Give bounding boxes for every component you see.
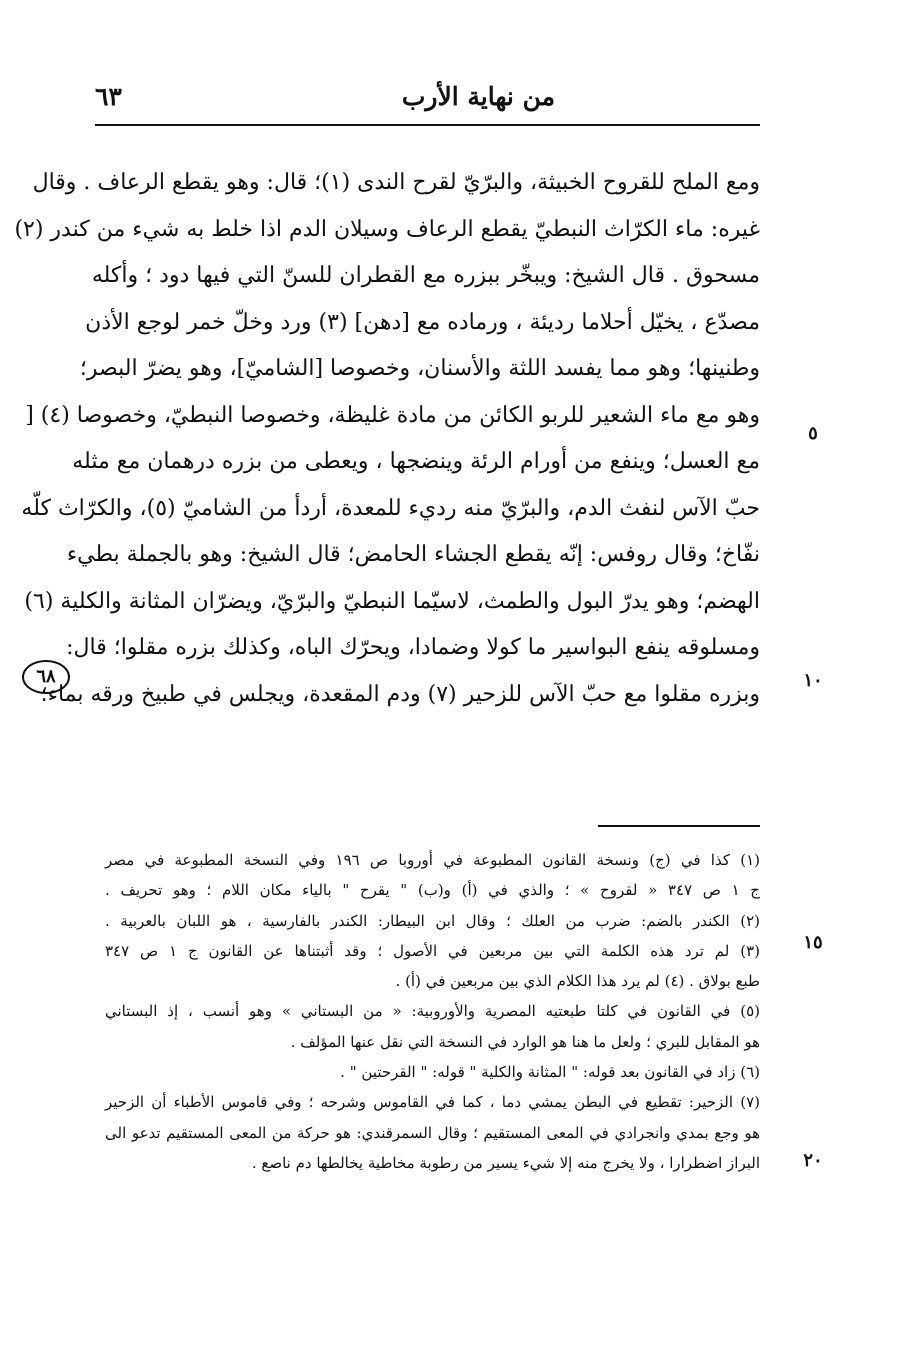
text-line: مع العسل؛ وينفع من أورام الرئة وينضجها ، ويعطى من بزره درهمان مع مثله	[72, 449, 760, 474]
text-line: ومع الملح للقروح الخبيثة، والبرّيّ لقرح الندى (١)؛ قال: وهو يقطع الرعاف . وقال	[32, 170, 760, 195]
line-number-15: ١٥	[803, 932, 823, 953]
text-line: حبّ الآس لنفث الدم، والبرّيّ منه رديء للمعدة، أردأ من الشاميّ (٥)، والكرّاث كلّه	[21, 495, 760, 521]
header-rule	[95, 124, 760, 126]
text-line: وبزره مقلوا مع حبّ الآس للزحير (٧) ودم المقعدة، ويجلس في طبيخ ورقه بماء؛	[40, 681, 760, 707]
footnote-separator	[598, 825, 760, 827]
text-line: وطنينها؛ وهو مما يفسد اللثة والأسنان، وخصوصا [الشاميّ]، وهو يضرّ البصر؛	[79, 356, 760, 381]
footnote-line: (٧) الزحير: تقطيع في البطن يمشي دما ، كما في القاموس وشرحه ؛ وفي قاموس الأطباء أن الزحير	[105, 1093, 760, 1112]
footnote-line: (٢) الكندر بالضم: ضرب من العلك ؛ وقال ابن البيطار: الكندر بالفارسية ، هو اللبان بالعربية .	[105, 911, 760, 930]
text-line: مسحوق . قال الشيخ: ويبخّر ببزره مع القطران للسنّ التي فيها دود ؛ وأكله	[91, 263, 760, 288]
line-number-20: ٢٠	[803, 1150, 823, 1171]
text-line: ومسلوقه ينفع البواسير ما كولا وضمادا، ويحرّك الباه، وكذلك بزره مقلوا؛ قال:	[66, 635, 760, 660]
text-line: مصدّع ، يخيّل أحلاما رديئة ، ورماده مع [دهن] (٣) ورد وخلّ خمر لوجع الأذن	[85, 309, 760, 335]
page-number: ٦٣	[95, 82, 122, 111]
footnote-line: (٦) زاد في القانون بعد قوله: " المثانة والكلية " قوله: " القرحتين " .	[340, 1063, 760, 1082]
manuscript-folio-mark: ٦٨	[22, 660, 70, 694]
running-header	[95, 82, 760, 122]
footnotes	[105, 845, 760, 1178]
text-line: غيره: ماء الكرّاث النبطيّ يقطع الرعاف وسيلان الدم اذا خلط به شيء من كندر (٢)	[14, 216, 760, 242]
text-line: نفّاخ؛ وقال روفس: إنّه يقطع الجشاء الحامض؛ قال الشيخ: وهو بالجملة بطيء	[66, 542, 760, 567]
footnote-line: ج ١ ص ٣٤٧ « لقروح » ؛ والذي في (أ) و(ب) " يقرح " بالياء مكان اللام ؛ وهو تحريف .	[105, 881, 760, 900]
line-number-5: ٥	[808, 423, 818, 444]
footnote-line: طبع بولاق . (٤) لم يرد هذا الكلام الذي بين مربعين في (أ) .	[395, 972, 760, 991]
text-line: الهضم؛ وهو يدرّ البول والطمث، لاسيّما النبطيّ والبرّيّ، ويضرّان المثانة والكلية (٦)	[24, 588, 760, 614]
footnote-line: هو وجع بمدي وانجرادي في المعى المستقيم ؛ وقال السمرقندي: هو حركة من المعى المستقيم تدعو الى	[105, 1123, 760, 1142]
line-number-10: ١٠	[803, 670, 823, 691]
text-line: وهو مع ماء الشعير للربو الكائن من مادة غليظة، وخصوصا النبطيّ، وخصوصا (٤) [	[25, 402, 760, 428]
footnote-line: (١) كذا في (ج) ونسخة القانون المطبوعة في أوروبا ص ١٩٦ وفي النسخة المطبوعة في مصر	[105, 851, 760, 869]
footnote-line: (٥) في القانون في كلتا طبعتيه المصرية والأوروبية: « من البستاني » وهو أنسب ، إذ البستاني	[105, 1002, 760, 1021]
footnote-line: هو المقابل للبري ؛ ولعل ما هنا هو الوارد في النسخة التي نقل عنها المؤلف .	[290, 1032, 760, 1051]
footnote-line: البراز اضطرارا ، ولا يخرج منه إلا شيء يسير من رطوبة مخاطية يخالطها دم ناصع .	[251, 1153, 760, 1172]
footnote-line: (٣) لم ترد هذه الكلمة التي بين مربعين في الأصول ؛ وقد أثبتناها عن القانون ج ١ ص ٣٤٧	[105, 941, 761, 960]
running-title: من نهاية الأرب	[401, 82, 555, 111]
